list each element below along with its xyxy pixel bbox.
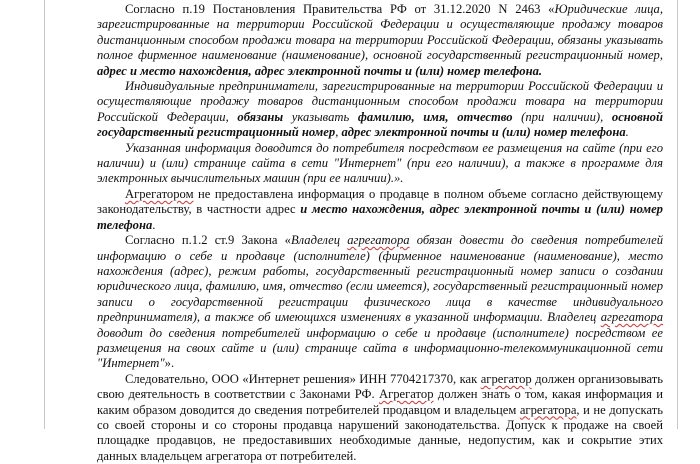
decree-quote: Юридические лица, зарегистрированные на территории Российской Федерации и осуществляющие продажу товаров дистанционным способом продажи товара на территории Российской Федерации, обязаны указывать полное фирменное наименование (наименование), основной государственный регистрационный номер, <box>97 2 663 63</box>
text-run: должен организовывать свою деятельность в соответствии с Законами РФ. <box>97 371 663 402</box>
bold-run: обязаны <box>237 109 284 124</box>
decree-quote-emphasis: адрес и место нахождения, адрес электронной почты и (или) номер телефона. <box>97 63 543 78</box>
spellcheck-word[interactable]: Агрегатор <box>378 387 434 402</box>
bold-italic-run: и место нахождения, адрес электронной почты и (или) номер телефона <box>97 202 663 232</box>
page-border-left <box>44 0 45 429</box>
text-run: Согласно п.1.2 ст.9 Закона « <box>125 233 291 248</box>
paragraph-aggregator-violation <box>97 187 663 233</box>
paragraph-law-article-9 <box>97 233 663 372</box>
document-body[interactable] <box>97 2 663 464</box>
bold-run: фамилию, имя, отчество <box>357 109 513 124</box>
text-run: Следовательно, ООО «Интернет решения» ИНН 7704217370, как <box>125 371 481 386</box>
paragraph-conclusion <box>97 372 663 464</box>
italic-run: обязан довести до сведения потребителей информацию о себе и продавце (исполнителе) (фирменное наименование (наименование), место нахождения (адрес), режим работы, государственный регистрационный номер записи о создании юридического лица, фамилию, имя, отчество (если имеется), государственный регистрационный номер записи о государственной регистрации физического лица в качестве индивидуального предпринимателя), а также об имеющихся изменениях в указанной информации. Владелец <box>97 233 664 325</box>
bold-run: основной государственный регистрационный номер <box>97 109 663 140</box>
paragraph-intro: Согласно п.19 Постановления Правительства РФ от 31.12.2020 N 2463 « <box>125 2 555 16</box>
paragraph-entrepreneurs <box>97 79 663 141</box>
text-run: Индивидуальные предприниматели, зарегистрированные на территории Российской Федерации и осуществляющие продажу товаров дистанционным способом продажи товара на территории Российской Федерации, <box>97 79 663 124</box>
text-run: . <box>152 217 156 232</box>
paragraph-decree-citation <box>97 2 663 79</box>
page-border-right <box>677 0 678 429</box>
italic-run: Владелец <box>290 233 348 248</box>
text-run: , и не допускать со своей стороны и со стороны продавца нарушений законодательства. Допуск к продаже на своей площадке продавцов, не предоставивших необходимые данные, недопустим, как и сокрытие этих данных владельцем агрегатора от потребителей. <box>97 402 663 463</box>
spellcheck-word[interactable]: агрегатора <box>600 310 663 325</box>
italic-run: доводит до сведения потребителей информацию о себе и продавце (исполнителе) посредством ее размещения на своих сайте и (или) странице сайта в информационно-телекоммуникационной сети "Интернет" <box>97 325 663 371</box>
text-run: указывать <box>283 109 358 124</box>
text-run: (при наличии), <box>512 109 612 124</box>
text-run: должен знать о том, какая информация и каким образом доводится до сведения потребителей продавцом и владельцем <box>97 387 663 417</box>
text-run: , <box>335 125 342 140</box>
paragraph-info-placement <box>97 141 663 187</box>
spellcheck-word[interactable]: Агрегатором <box>125 186 194 201</box>
text-run: . <box>625 125 629 140</box>
spellcheck-word[interactable]: агрегатора <box>347 233 410 248</box>
bold-run: адрес электронной почты и (или) номер телефона <box>341 125 626 140</box>
spellcheck-word[interactable]: агрегатора <box>519 402 577 417</box>
text-run: не предоставлена информация о продавце в полном объеме согласно действующему законодательству, в частности адрес <box>97 186 663 217</box>
spellcheck-word[interactable]: агрегатор <box>480 371 532 386</box>
text-run: ». <box>164 356 175 371</box>
text-run: Указанная информация доводится до потребителя посредством ее размещения на сайте (при его наличии) и (или) странице сайта в сети "Интернет" (при его наличии), а также в программе для электронных вычислительных машин (при ее наличии).». <box>97 140 663 186</box>
